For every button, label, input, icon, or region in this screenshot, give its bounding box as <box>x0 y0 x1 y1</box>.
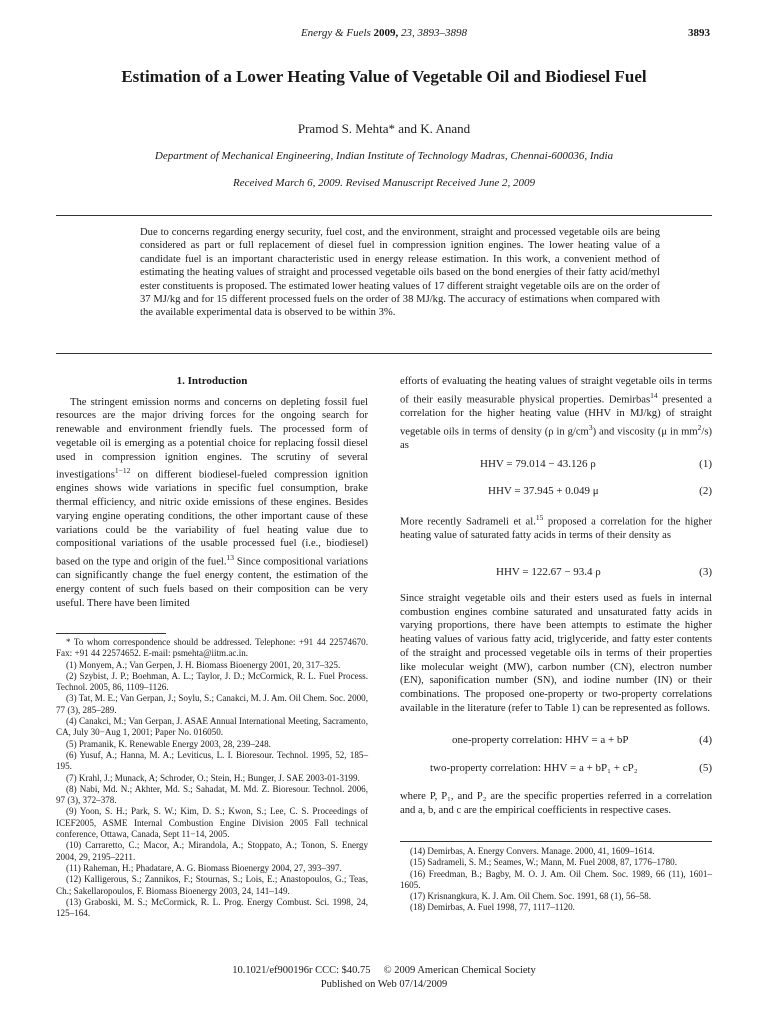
citation-ref: 1−12 <box>114 466 131 476</box>
intro-section <box>56 375 368 610</box>
equation-2: HHV = 37.945 + 0.049 μ (2) <box>488 485 712 497</box>
journal-year: 2009, <box>373 27 399 39</box>
footnote-item: (13) Graboski, M. S.; McCormick, R. L. Prog. Energy Combust. Sci. 1998, 24, 125–164. <box>56 896 368 919</box>
footnote-item: (10) Carraretto, C.; Macor, A.; Mirandola, A.; Stoppato, A.; Tonon, S. Energy 2004, 29, 2195–2211. <box>56 840 368 862</box>
equation-number: (3) <box>699 566 712 578</box>
footnote-item: (12) Kalligerous, S.; Zannikos, F.; Stournas, S.; Lois, E.; Anastopoulos, G.; Teas, Ch.; Sakellaropoulos, F. Biomass Bioenergy 2003, 24, 141–149. <box>56 874 368 896</box>
abstract-text: Due to concerns regarding energy security, fuel cost, and the environment, straight and processed vegetable oils are being considered as part or full replacement of diesel fuel in compression ignition engines. The lower heating value of a candidate fuel is an important characteristic used in energy release estimation. In this work, a convenient method of estimating the heating values of straight and processed vegetable oils based on the bond energies of their fatty acid/methyl ester constituents is proposed. The estimated lower heating values of 17 different straight vegetable oils are on the order of 37 MJ/kg and for 15 different processed fuels on the order of 38 MJ/kg. The accuracy of estimations when compared with the available experimental data is observed to be within 3%. <box>140 227 660 319</box>
equation-1: HHV = 79.014 − 43.126 ρ (1) <box>480 458 712 470</box>
footnote-rule-right <box>400 841 712 842</box>
author-affiliation: Department of Mechanical Engineering, Indian Institute of Technology Madras, Chennai-600036, India <box>154 150 614 162</box>
page-number: 3893 <box>688 27 710 39</box>
equation-3: HHV = 122.67 − 93.4 ρ (3) <box>496 566 712 578</box>
footnote-rule-left <box>56 633 166 634</box>
journal-header <box>0 27 768 39</box>
abstract-top-rule <box>56 215 712 216</box>
equation-number: (2) <box>699 485 712 497</box>
footnotes-right <box>400 846 712 914</box>
footnote-item: (9) Yoon, S. H.; Park, S. W.; Kim, D. S.; Kwon, S.; Lee, C. S. Proceedings of ICEF2005, ASME Internal Combustion Engine Division 2005 Fall technical conference, Ottawa, Canada, Sept 11−14, 2005. <box>56 806 368 840</box>
footnote-item: (5) Pramanik, K. Renewable Energy 2003, 28, 239–248. <box>66 738 271 749</box>
footnote-item: (18) Demirbas, A. Fuel 1998, 77, 1117–1120. <box>410 902 575 913</box>
footer-published-date: Published on Web 07/14/2009 <box>320 979 448 990</box>
article-title: Estimation of a Lower Heating Value of Vegetable Oil and Biodiesel Fuel <box>121 67 647 86</box>
article-authors: Pramod S. Mehta* and K. Anand <box>297 121 471 136</box>
footnote-item: (4) Canakci, M.; Van Gerpan, J. ASAE Annual International Meeting, Sacramento, CA, July 30−Aug 1, 2001; Paper No. 016050. <box>56 716 368 738</box>
footnote-item: (7) Krahl, J.; Munack, A; Schroder, O.; Stein, H.; Bunger, J. SAE 2003-01-3199. <box>66 772 360 783</box>
journal-volume-pages: 23, 3893–3898 <box>398 27 468 39</box>
equation-4: one-property correlation: HHV = a + bP (4) <box>452 734 712 746</box>
citation-ref: 13 <box>226 552 234 562</box>
footnote-item: (2) Szybist, J. P.; Boehman, A. L.; Taylor, J. D.; McCormick, R. L. Fuel Process. Technol. 2005, 86, 1109–1126. <box>56 670 368 693</box>
right-column-text <box>400 375 712 453</box>
footnote-item: (17) Krisnangkura, K. J. Am. Oil Chem. Soc. 1991, 68 (1), 56–58. <box>410 891 651 902</box>
journal-name: Energy & Fuels <box>300 27 371 39</box>
equation-number: (5) <box>699 762 712 774</box>
footnote-item: (11) Raheman, H.; Phadatare, A. G. Biomass Bioenergy 2004, 27, 393–397. <box>66 862 342 873</box>
abstract-bottom-rule <box>56 353 712 354</box>
section-heading: 1. Introduction <box>176 375 248 387</box>
paragraph-where: where P, P₁, and P₂ are the specific properties referred in a correlation and a, b, and c are the empirical coefficients in respective cases. <box>400 791 712 816</box>
paragraph-correlations: Since straight vegetable oils and their esters used as fuels in internal combustion engines combine saturated and unsaturated fatty acids in varying proportions, there have been attempts to estimate the higher heating values of various fatty acid, triglyceride, and fatty ester contents of the straight and processed vegetable oils in terms of their properties like molecular weight (MW), carbon number (CN), electron number (EN), saponification number (SN), and iodine number (IN) or their combinations. The proposed one-property or two-property correlations available in the literature (refer to Table 1) can be represented as follows. <box>400 593 712 714</box>
citation-ref: 15 <box>535 513 544 522</box>
footnotes-left <box>56 637 368 919</box>
footnote-item: (6) Yusuf, A.; Hanna, M. A.; Leviticus, L. I. Bioresour. Technol. 1995, 52, 185–195. <box>56 749 368 772</box>
equation-number: (1) <box>699 458 712 470</box>
citation-ref: 14 <box>650 390 658 400</box>
footnote-item: (15) Sadrameli, S. M.; Seames, W.; Mann, M. Fuel 2008, 87, 1776–1780. <box>410 857 677 868</box>
footnote-item: * To whom correspondence should be addressed. Telephone: +91 44 22574670. Fax: +91 44 22574652. E-mail: psmehta@iitm.ac.in. <box>56 637 368 659</box>
equation-5: two-property correlation: HHV = a + bP₁ + cP₂ (5) <box>430 762 712 774</box>
footnote-item: (16) Freedman, B.; Bagby, M. O. J. Am. Oil Chem. Soc. 1989, 66 (11), 1601–1605. <box>400 868 712 890</box>
footer-doi-copyright: 10.1021/ef900196r CCC: $40.75 © 2009 American Chemical Society <box>232 965 536 976</box>
intro-paragraph: The stringent emission norms and concerns on depleting fossil fuel resources are the major driving forces for the ongoing search for renewable and environment friendly fuels. The processed form of vegetable oil is emerging as a potential choice for replacing fossil diesel used in compression ignition engines. The scrutiny of several investigations$^{1-12}$ on different biodiesel-fueled compression ignition engines shows wide variations in specific fuel consumption, brake thermal efficiency, and nitric oxide emissions of these engines. Besides varying engine operating conditions, the other important cause of these variations could be the variability of fuel heating value due to compositional variations of the usable processed fuel (i.e., biodiesel) based on the type and origin of the fuel.$^{13}$ Since compositional variations can significantly change the fuel energy content, the estimation of the energy content of such fuels based on their composition can be very useful. There have been limited <box>56 396 369 609</box>
paragraph-demirbas: efforts of evaluating the heating values of straight vegetable oils in terms of their easily measurable physical properties. Demirbas$^{14}$ presented a correlation for the higher heating value (HHV in MJ/kg) of straight vegetable oils in terms of density (ρ in $g/cm^3$) and viscosity (μ in $mm^2/s$) as <box>400 376 712 451</box>
footnote-item: (8) Nabi, Md. N.; Akhter, Md. S.; Sahadat, M. Md. Z. Bioresour. Technol. 2006, 97 (3), 372–378. <box>56 783 368 806</box>
footnote-item: (1) Monyem, A.; Van Gerpen, J. H. Biomass Bioenergy 2001, 20, 317–325. <box>66 659 341 670</box>
received-dates: Received March 6, 2009. Revised Manuscript Received June 2, 2009 <box>233 177 535 189</box>
paragraph-sadrameli: More recently Sadrameli et al.$^{15}$ proposed a correlation for the higher heating value of saturated fatty acids in terms of their density as <box>400 513 712 542</box>
footnote-item: (3) Tat, M. E.; Van Gerpan, J.; Soylu, S.; Canakci, M. J. Am. Oil Chem. Soc. 2000, 77 (3), 285–289. <box>56 693 368 715</box>
footnote-item: (14) Demirbas, A. Energy Convers. Manage. 2000, 41, 1609–1614. <box>410 846 655 856</box>
equation-number: (4) <box>699 734 712 746</box>
